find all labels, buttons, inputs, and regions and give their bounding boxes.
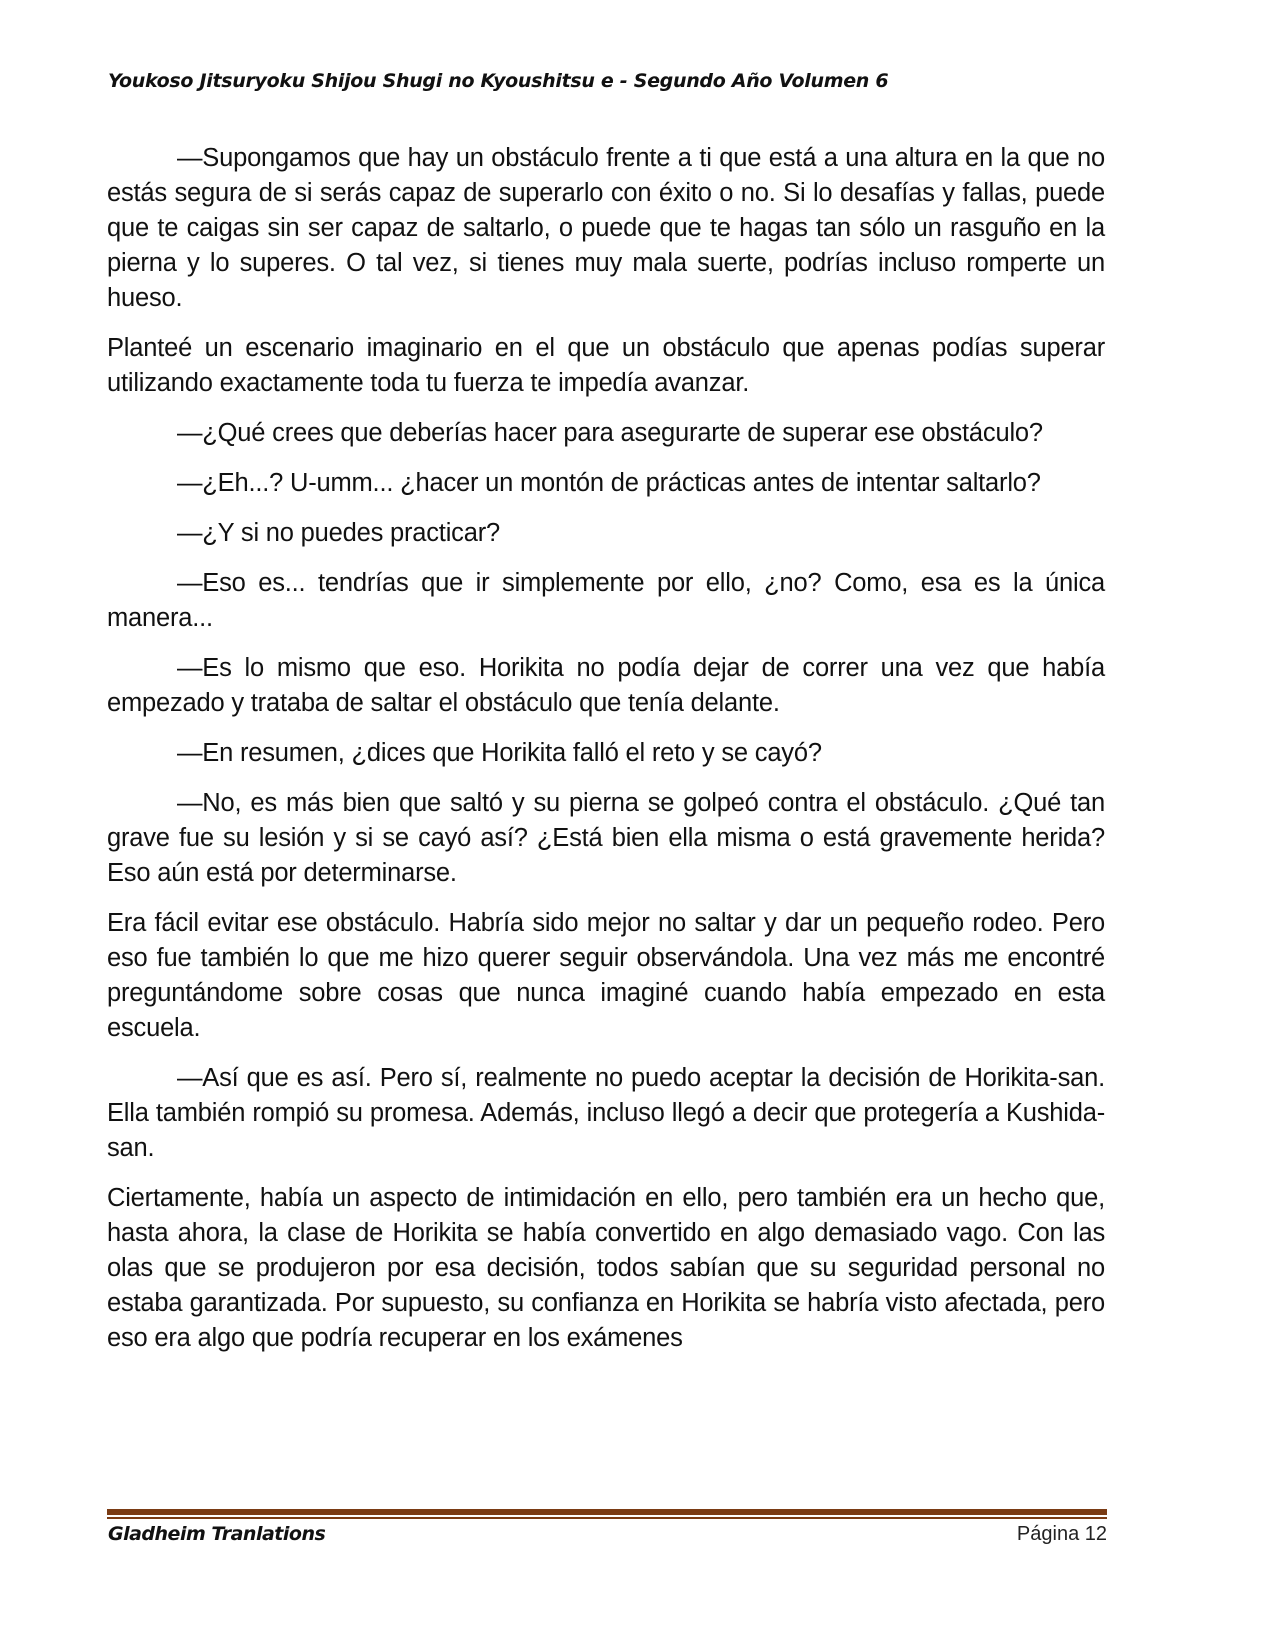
paragraph-dialogue: —Así que es así. Pero sí, realmente no puedo aceptar la decisión de Horikita-san. Ella también rompió su promesa. Además, incluso llegó a decir que protegería a Kushida-san.: [107, 1064, 1105, 1162]
paragraph-narration: Planteé un escenario imaginario en el que un obstáculo que apenas podías superar utilizando exactamente toda tu fuerza te impedía avanzar.: [107, 334, 1105, 397]
paragraph-dialogue: —¿Eh...? U-umm... ¿hacer un montón de prácticas antes de intentar saltarlo?: [177, 469, 1041, 497]
body-text: [107, 141, 1105, 1371]
footer-divider: [107, 1509, 1107, 1519]
running-header-title: Youkoso Jitsuryoku Shijou Shugi no Kyoushitsu e - Segundo Año Volumen 6: [108, 70, 889, 92]
paragraph-dialogue: —En resumen, ¿dices que Horikita falló el reto y se cayó?: [177, 739, 822, 767]
footer-credit: Gladheim Tranlations: [108, 1523, 326, 1545]
paragraph-dialogue: —¿Y si no puedes practicar?: [177, 519, 500, 547]
paragraph-dialogue: —Eso es... tendrías que ir simplemente por ello, ¿no? Como, esa es la única manera...: [107, 569, 1105, 632]
paragraph-dialogue: —No, es más bien que saltó y su pierna se golpeó contra el obstáculo. ¿Qué tan grave fue su lesión y si se cayó así? ¿Está bien ella misma o está gravemente herida? Eso aún está por determinarse.: [107, 789, 1105, 887]
paragraph-narration: Ciertamente, había un aspecto de intimidación en ello, pero también era un hecho que, hasta ahora, la clase de Horikita se había convertido en algo demasiado vago. Con las olas que se produjeron por esa decisión, todos sabían que su seguridad personal no estaba garantizada. Por supuesto, su confianza en Horikita se habría visto afectada, pero eso era algo que podría recuperar en los exámenes: [107, 1184, 1105, 1352]
paragraph-dialogue: —¿Qué crees que deberías hacer para asegurarte de superar ese obstáculo?: [177, 419, 1043, 447]
paragraph-dialogue: —Es lo mismo que eso. Horikita no podía dejar de correr una vez que había empezado y trataba de saltar el obstáculo que tenía delante.: [107, 654, 1105, 717]
paragraph-dialogue: —Supongamos que hay un obstáculo frente a ti que está a una altura en la que no estás segura de si serás capaz de superarlo con éxito o no. Si lo desafías y fallas, puede que te caigas sin ser capaz de saltarlo, o puede que te hagas tan sólo un rasguño en la pierna y lo superes. O tal vez, si tienes muy mala suerte, podrías incluso romperte un hueso.: [107, 144, 1105, 312]
page-number: Página 12: [1016, 1523, 1107, 1545]
footer-divider-thin: [107, 1517, 1107, 1519]
paragraph-narration: Era fácil evitar ese obstáculo. Habría sido mejor no saltar y dar un pequeño rodeo. Pero eso fue también lo que me hizo querer seguir observándola. Una vez más me encontré preguntándome sobre cosas que nunca imaginé cuando había empezado en esta escuela.: [107, 909, 1105, 1042]
